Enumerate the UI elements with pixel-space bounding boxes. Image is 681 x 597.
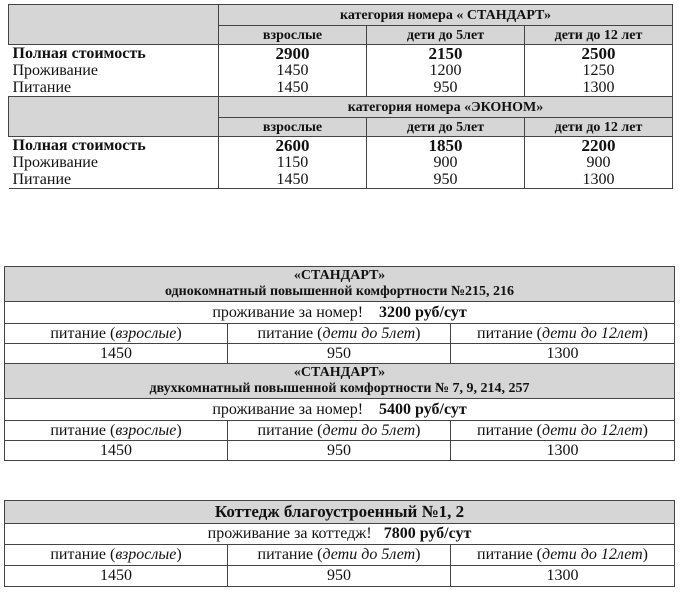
cottage-price-text: проживание за коттедж!: [207, 525, 372, 542]
value-cell: 1300: [525, 171, 673, 189]
room2-price-value: 5400 руб/сут: [379, 401, 467, 418]
room2-title: «СТАНДАРТ»: [293, 365, 386, 380]
value-cell: 2600: [219, 137, 367, 155]
row-label-total: Полная стоимость: [9, 137, 219, 155]
value-cell: 1250: [525, 62, 673, 79]
meal-value: 1300: [451, 344, 675, 364]
value-cell: 2900: [219, 45, 367, 63]
room2-price-text: проживание за номер!: [212, 401, 364, 418]
value-cell: 1450: [219, 62, 367, 79]
col-kids-5: дети до 5лет: [367, 118, 525, 137]
blank-header-cell: [9, 5, 219, 45]
value-cell: 900: [367, 154, 525, 171]
value-cell: 1450: [219, 79, 367, 97]
row-label-lodging: Проживание: [9, 62, 219, 79]
room1-price-value: 3200 руб/сут: [379, 304, 467, 321]
col-kids-5: дети до 5лет: [367, 26, 525, 45]
cottage-price-value: 7800 руб/сут: [383, 525, 472, 542]
row-label-total: Полная стоимость: [9, 45, 219, 63]
room2-title-cell: [5, 364, 675, 399]
value-cell: 1200: [367, 62, 525, 79]
room1-title: «СТАНДАРТ»: [293, 268, 386, 283]
meal-value: 1300: [451, 566, 675, 587]
col-adults: взрослые: [219, 118, 367, 137]
room1-price-text: проживание за номер!: [212, 304, 364, 321]
meal-label-adults: питание (взрослые): [5, 324, 228, 344]
value-cell: 1150: [219, 154, 367, 171]
meal-label-kids-5: питание (дети до 5лет): [228, 545, 451, 566]
meal-label-kids-12: питание (дети до 12лет): [451, 545, 675, 566]
meal-label-adults: питание (взрослые): [5, 421, 228, 441]
meal-value: 1300: [451, 441, 675, 461]
cottage-table: [4, 500, 675, 587]
value-cell: 1850: [367, 137, 525, 155]
value-cell: 950: [367, 79, 525, 97]
meal-value: 1450: [5, 441, 228, 461]
meal-value: 1450: [5, 344, 228, 364]
standard-rooms-table: [4, 266, 675, 461]
econom-category-header: категория номера «ЭКОНОМ»: [219, 97, 673, 118]
standard-category-header: категория номера « СТАНДАРТ»: [219, 5, 673, 26]
room1-title-cell: [5, 267, 675, 302]
row-label-meals: Питание: [9, 171, 219, 189]
cottage-title: Коттедж благоустроенный №1, 2: [5, 501, 675, 524]
row-label-lodging: Проживание: [9, 154, 219, 171]
value-cell: 1300: [525, 79, 673, 97]
value-cell: 950: [367, 171, 525, 189]
meal-label-kids-5: питание (дети до 5лет): [228, 421, 451, 441]
row-label-meals: Питание: [9, 79, 219, 97]
room2-price-row: [5, 399, 675, 421]
value-cell: 1450: [219, 171, 367, 189]
value-cell: 2150: [367, 45, 525, 63]
meal-value: 950: [228, 441, 451, 461]
col-adults: взрослые: [219, 26, 367, 45]
col-kids-12: дети до 12 лет: [525, 26, 673, 45]
meal-value: 950: [228, 566, 451, 587]
meal-label-kids-12: питание (дети до 12лет): [451, 324, 675, 344]
meal-value: 1450: [5, 566, 228, 587]
value-cell: 2500: [525, 45, 673, 63]
value-cell: 900: [525, 154, 673, 171]
meal-label-adults: питание (взрослые): [5, 545, 228, 566]
category-price-table: [8, 4, 673, 189]
value-cell: 2200: [525, 137, 673, 155]
meal-label-kids-12: питание (дети до 12лет): [451, 421, 675, 441]
room2-subtitle: двухкомнатный повышенной комфортности № 7, 9, 214, 257: [149, 381, 530, 396]
meal-label-kids-5: питание (дети до 5лет): [228, 324, 451, 344]
cottage-price-row: [5, 524, 675, 545]
blank-header-cell: [9, 97, 219, 137]
col-kids-12: дети до 12 лет: [525, 118, 673, 137]
room1-subtitle: однокомнатный повышенной комфортности №215, 216: [164, 284, 515, 299]
meal-value: 950: [228, 344, 451, 364]
room1-price-row: [5, 302, 675, 324]
